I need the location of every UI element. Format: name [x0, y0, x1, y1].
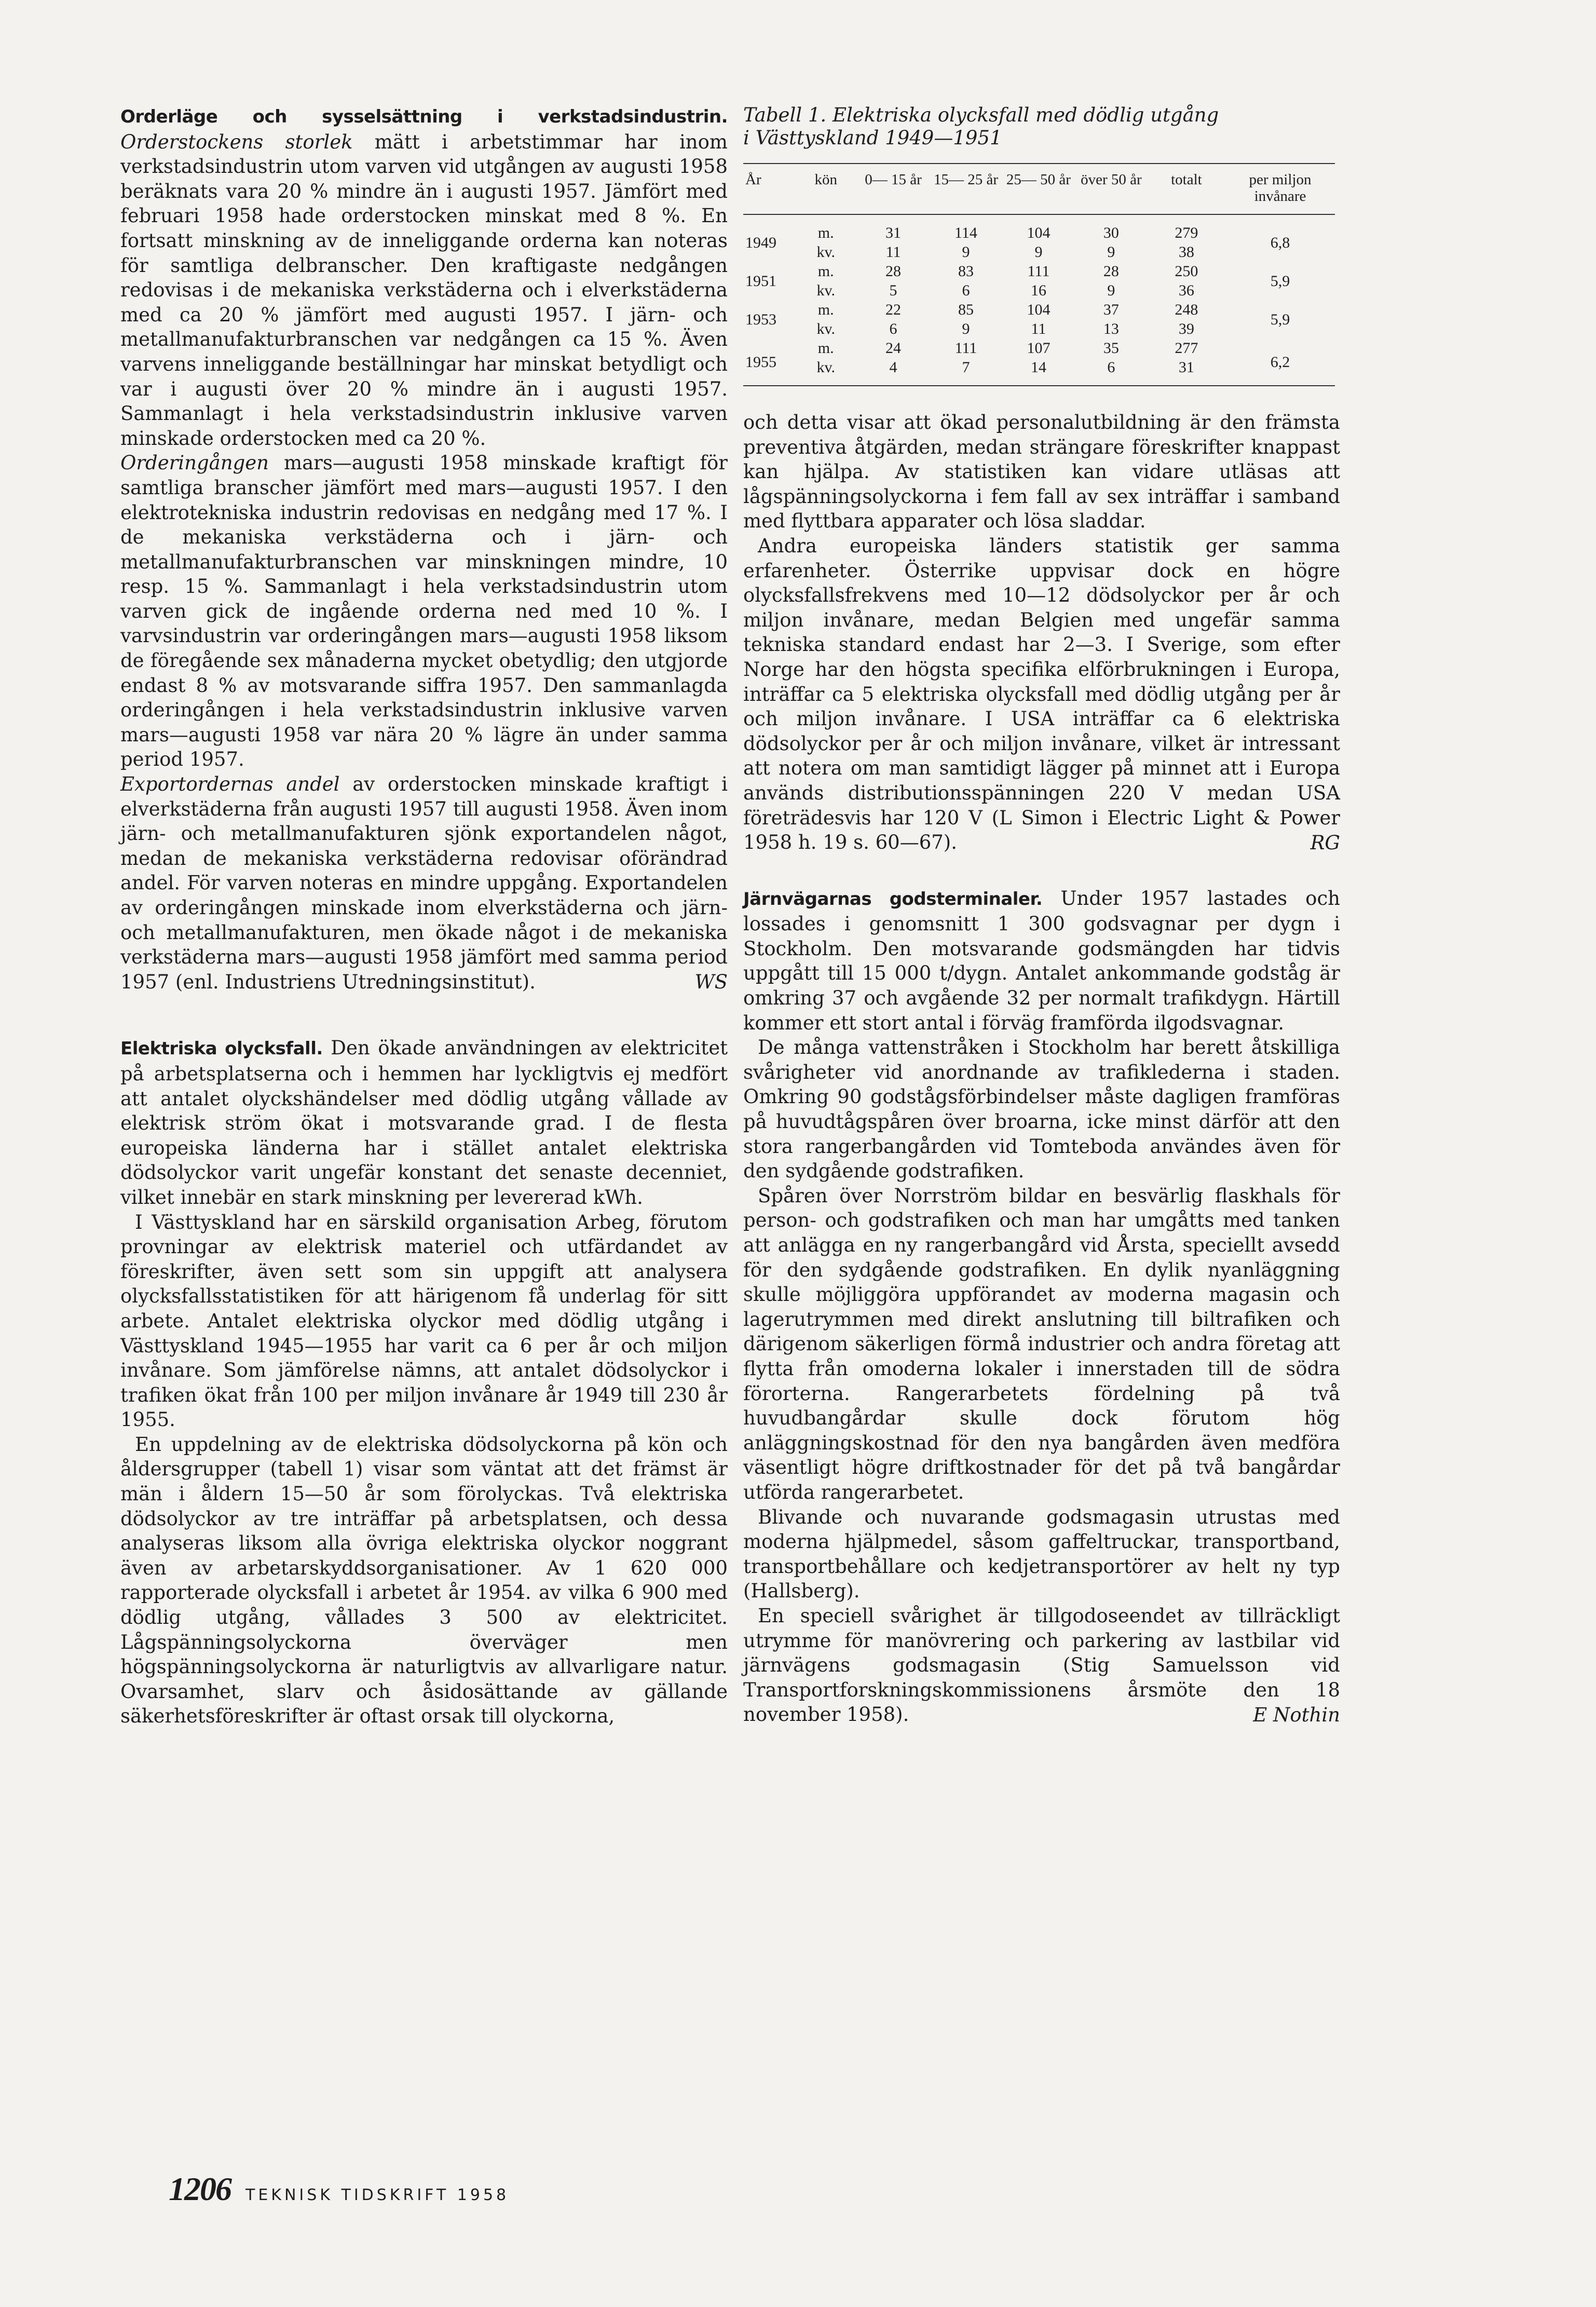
elektriska-continued-paragraph-2: Andra europeiska länders statistik ger samma erfarenheter. Österrike uppvisar dock en högre olycksfallsfrekvens med 10—12 dödsolyckor per år och miljon invånare, medan Belgien med ungefär samma tekniska standard endast har 2—3. I Sverige, som efter Norge har den högsta specifika elförbrukningen i Europa, inträffar ca 5 elektriska olycksfall med dödlig utgång per år och miljon invånare. I USA inträffar ca 6 elektriska dödsolyckor per år och miljon invånare, vilket är intressant att notera om man samtidigt lägger på minnet att i Europa används distributionsspänningen 220 V medan USA företrädesvis har 120 V (L Simon i Electric Light & Power 1958 h. 19 s. 60—67). — [743, 534, 1340, 854]
table-value-cell: 24 — [885, 340, 902, 357]
table-value-cell: 35 — [1103, 340, 1119, 357]
orderlage-paragraph-3 — [120, 772, 728, 994]
table-year-cell: 1953 — [745, 310, 776, 328]
elektriska-paragraph-3: En uppdelning av de elektriska dödsolyckorna på kön och åldersgrupper (tabell 1) visar som väntat att det främst är män i åldern 15—50 år som förolyckas. Två elektriska dödsolyckor av tre inträffar på arbetsplatsen, och dessa analyseras liksom alla övriga elektriska olyckor noggrant även av arbetarskyddsorganisationer. Av 1 620 000 rapporterade olycksfall i arbetet år 1954. av vilka 6 900 med dödlig utgång, vållades 3 500 av elektricitet. Lågspänningsolyckorna överväger men högspänningsolyckorna är naturligtvis av allvarligare natur. Ovarsamhet, slarv och åsidosättande av gällande säkerhetsföreskrifter är oftast orsak till olyckorna, — [120, 1433, 728, 1728]
table-caption-line-1: Tabell 1. Elektriska olycksfall med dödlig utgång — [743, 104, 1219, 126]
jarnvag-signature: E Nothin — [1253, 1703, 1340, 1726]
table-value-cell: 111 — [954, 340, 977, 357]
orderlage-lead-3: Exportordernas andel — [120, 773, 340, 796]
table-value-cell: 16 — [1030, 282, 1046, 299]
table-rate-cell: 6,2 — [1270, 353, 1290, 371]
orderlage-paragraph-2 — [120, 451, 728, 772]
jarnvag-heading: Järnvägarnas godsterminaler. — [743, 888, 1043, 910]
table-value-cell: 39 — [1178, 320, 1194, 337]
table-value-cell: 6 — [962, 282, 970, 299]
table-value-cell: 30 — [1103, 224, 1119, 241]
table-value-cell: 85 — [958, 301, 974, 318]
table-value-cell: 13 — [1103, 320, 1119, 337]
left-column — [120, 104, 728, 1729]
table-value-cell: 6 — [1107, 359, 1115, 376]
jarnvag-paragraph-4: Blivande och nuvarande godsmagasin utrustas med moderna hjälpmedel, såsom gaffeltruckar, transportband, transportbehållare och kedjetransportörer av helt ny typ (Hallsberg). — [743, 1505, 1340, 1603]
table-value-cell: 104 — [1027, 301, 1051, 318]
table-caption — [743, 104, 1340, 150]
table-value-cell: 31 — [1178, 359, 1194, 376]
elektriska-continued-paragraph-1: och detta visar att ökad personalutbildning är den främsta preventiva åtgärden, medan strängare föreskrifter knappast kan hjälpa. Av statistiken kan vidare utläsas att lågspänningsolyckorna i fem fall av sex inträffar i samband med flyttbara apparater och lösa sladdar. — [743, 411, 1340, 533]
jarnvag-paragraph-5: En speciell svårighet är tillgodoseendet av tillräckligt utrymme för manövrering och parkering av lastbilar vid järnvägens godsmagasin (Stig Samuelsson vid Transportforskningskommissionens årsmöte den 18 november 1958). — [743, 1604, 1340, 1726]
table-value-cell: 38 — [1178, 243, 1194, 261]
table-value-cell: 28 — [885, 263, 902, 280]
table-value-cell: 9 — [1034, 243, 1043, 261]
table-value-cell: 22 — [885, 301, 902, 318]
header-age-15: 15— 25 år — [930, 164, 1002, 214]
table-sex-cell: m. — [817, 263, 834, 280]
elektriska-paragraph-2: I Västtyskland har en särskild organisation Arbeg, förutom provningar av elektrisk materiel och utfärdandet av föreskrifter, även sett som sin uppgift att analysera olycksfallsstatistiken för att härigenom få underlag för sitt arbete. Antalet elektriska olyckor med dödlig utgång i Västtyskland 1945—1955 har varit ca 6 per år och miljon invånare. Som jämförelse nämns, att antalet dödsolyckor i trafiken ökat från 100 per miljon invånare år 1949 till 230 år 1955. — [120, 1211, 728, 1431]
header-age-50: över 50 år — [1075, 164, 1148, 214]
table-value-cell: 9 — [962, 320, 970, 337]
header-age-25: 25— 50 år — [1002, 164, 1075, 214]
table-sex-cell: m. — [817, 224, 834, 241]
elektriska-paragraph-1 — [120, 1036, 728, 1210]
table-caption-line-2: i Västtyskland 1949—1951 — [743, 127, 1002, 149]
table-value-cell: 9 — [1107, 282, 1115, 299]
right-column — [743, 104, 1340, 1727]
table-value-cell: 31 — [885, 224, 902, 241]
table-year-cell: 1955 — [745, 353, 776, 371]
table-rate-cell: 6,8 — [1270, 234, 1290, 251]
table-value-cell: 9 — [962, 243, 970, 261]
table-value-cell: 111 — [1027, 263, 1050, 280]
table-sex-cell: kv. — [816, 282, 835, 299]
table-value-cell: 7 — [962, 359, 970, 376]
table-value-cell: 107 — [1027, 340, 1051, 357]
table-row — [743, 338, 1335, 358]
header-age-0: 0— 15 år — [857, 164, 930, 214]
header-per-million: per miljon invånare — [1225, 164, 1335, 214]
table-value-cell: 11 — [885, 243, 901, 261]
accident-table — [743, 163, 1335, 386]
table-value-cell: 248 — [1175, 301, 1198, 318]
table-value-cell: 36 — [1178, 282, 1194, 299]
table-value-cell: 277 — [1175, 340, 1198, 357]
header-sex: kön — [795, 164, 857, 214]
orderlage-text-2: mars—augusti 1958 minskade kraftigt för samtliga branscher jämfört med mars—augusti 1957. I den elektrotekniska industrin redovisas en nedgång med 17 %. I de mekaniska verkstäderna och i järn- och metallmanufakturbranschen var minskningen mindre, 10 resp. 15 %. Sammanlagt i hela verkstadsindustrin utom varven gick de ingående orderna ned med 10 %. I varvsindustrin var orderingången mars—augusti 1958 liksom de föregående sex månaderna mycket obetydlig; den utgjorde endast 8 % av motsvarande siffra 1957. Den sammanlagda orderingången i hela verkstadsindustrin inklusive varven mars—augusti 1958 var nära 20 % lägre än under samma period 1957. — [120, 452, 728, 771]
table-value-cell: 279 — [1175, 224, 1198, 241]
table-sex-cell: m. — [817, 340, 834, 357]
page-footer — [169, 2170, 509, 2208]
elektriska-text-1: Den ökade användningen av elektricitet på arbetsplatserna och i hemmen har lyckligtvis ej medfört att antalet olyckshändelser med dödlig utgång vållade av elektrisk ström ökat i motsvarande grad. I de flesta europeiska länderna har i stället antalet elektriska dödsolyckor varit ungefär konstant det senaste decenniet, vilket innebär en stark minskning per levererad kWh. — [120, 1037, 728, 1209]
table-value-cell: 250 — [1175, 263, 1198, 280]
jarnvag-paragraph-1 — [743, 886, 1340, 1036]
page-number: 1206 — [169, 2170, 231, 2207]
table-rate-cell: 5,9 — [1270, 310, 1290, 328]
orderlage-text-1: mätt i arbetstimmar har inom verkstadsindustrin utom varven vid utgången av augusti 1958 beräknats vara 20 % mindre än i augusti 1957. Jämfört med februari 1958 hade orderstocken minskat med 8 %. En fortsatt minskning av de inneliggande orderna kan noteras för samtliga delbranscher. Den kraftigaste nedgången redovisas i de mekaniska verkstäderna och i elverkstäderna med ca 20 % jämfört med augusti 1957. I järn- och metallmanufakturbranschen var nedgången ca 15 %. Även varvens inneliggande beställningar har minskat betydligt och var i augusti över 20 % mindre än i augusti 1957. Sammanlagt i hela verkstadsindustrin inklusive varven minskade orderstocken med ca 20 %. — [120, 130, 728, 450]
jarnvag-paragraph-3: Spåren över Norrström bildar en besvärlig flaskhals för person- och godstrafiken och man har umgåtts med tanken att anlägga en ny rangerbangård vid Årsta, speciellt avsedd för den sydgående godstrafiken. En dylik nyanläggning skulle möjliggöra uppförandet av moderna magasin och lagerutrymmen med direkt anslutning till biltrafiken och därigenom säkerligen förmå industrier och andra företag att flytta från omoderna lokaler i innerstaden till de södra förorterna. Rangerarbetets fördelning på två huvudbangårdar skulle dock förutom hög anläggningskostnad för den nya bangården även medföra väsentligt högre driftkostnader för det på två bangårdar utförda rangerarbetet. — [743, 1184, 1340, 1503]
table-value-cell: 104 — [1027, 224, 1051, 241]
jarnvag-paragraph-2: De många vattenstråken i Stockholm har berett åtskilliga svårigheter vid anordnande av trafiklederna i staden. Omkring 90 godstågsförbindelser måste dagligen framföras på huvudtågspåren över broarna, icke minst därför att den stora rangerbangården vid Tomteboda användes även för den sydgående godstrafiken. — [743, 1036, 1340, 1183]
table-sex-cell: kv. — [816, 320, 835, 337]
header-total: totalt — [1148, 164, 1225, 214]
table-value-cell: 14 — [1030, 359, 1046, 376]
table-body — [743, 214, 1335, 386]
table-row — [743, 300, 1335, 319]
orderlage-text-3: av orderstocken minskade kraftigt i elverkstäderna från augusti 1957 till augusti 1958. Även inom järn- och metallmanufakturen sjönk exportandelen något, medan de mekaniska verkstäderna redovisar oförändrad andel. För varven noteras en mindre uppgång. Exportandelen av orderingången minskade inom elverkstäderna och järn- och metallmanufakturen, men ökade något i de mekaniska verkstäderna mars—augusti 1958 jämfört med samma period 1957 (enl. Industriens Utredningsinstitut). — [120, 773, 728, 993]
journal-name: TEKNISK TIDSKRIFT 1958 — [245, 2186, 510, 2204]
table-value-cell: 11 — [1031, 320, 1046, 337]
jarnvag-text-1: Under 1957 lastades och lossades i genomsnitt 1 300 godsvagnar per dygn i Stockholm. Den motsvarande godsmängden har tidvis uppgått till 15 000 t/dygn. Antalet ankommande godståg är omkring 37 och avgående 32 per normalt trafikdygn. Härtill kommer ett stort antal i förväg framförda ilgodsvagnar. — [743, 887, 1340, 1034]
table-sex-cell: m. — [817, 301, 834, 318]
table-sex-cell: kv. — [816, 243, 835, 261]
elektriska-heading: Elektriska olycksfall. — [120, 1038, 323, 1060]
orderlage-paragraph-1 — [120, 104, 728, 451]
elektriska-signature: RG — [1310, 831, 1340, 854]
table-header-row — [743, 164, 1335, 214]
table-value-cell: 6 — [889, 320, 897, 337]
table-row — [743, 262, 1335, 281]
orderlage-signature: WS — [694, 971, 728, 994]
orderlage-lead-1: Orderstockens storlek — [120, 130, 353, 153]
table-rate-cell: 5,9 — [1270, 272, 1290, 290]
table-value-cell: 9 — [1107, 243, 1115, 261]
table-value-cell: 5 — [889, 282, 897, 299]
table-sex-cell: kv. — [816, 359, 835, 376]
table-value-cell: 28 — [1103, 263, 1119, 280]
header-year: År — [743, 164, 795, 214]
orderlage-heading: Orderläge och sysselsättning i verkstadsindustrin. — [120, 106, 728, 127]
table-value-cell: 114 — [954, 224, 977, 241]
table-value-cell: 37 — [1103, 301, 1119, 318]
table-row — [743, 214, 1335, 242]
table-year-cell: 1951 — [745, 272, 776, 290]
orderlage-lead-2: Orderingången — [120, 452, 269, 474]
table-year-cell: 1949 — [745, 234, 776, 251]
table-value-cell: 4 — [889, 359, 897, 376]
table-value-cell: 83 — [958, 263, 974, 280]
